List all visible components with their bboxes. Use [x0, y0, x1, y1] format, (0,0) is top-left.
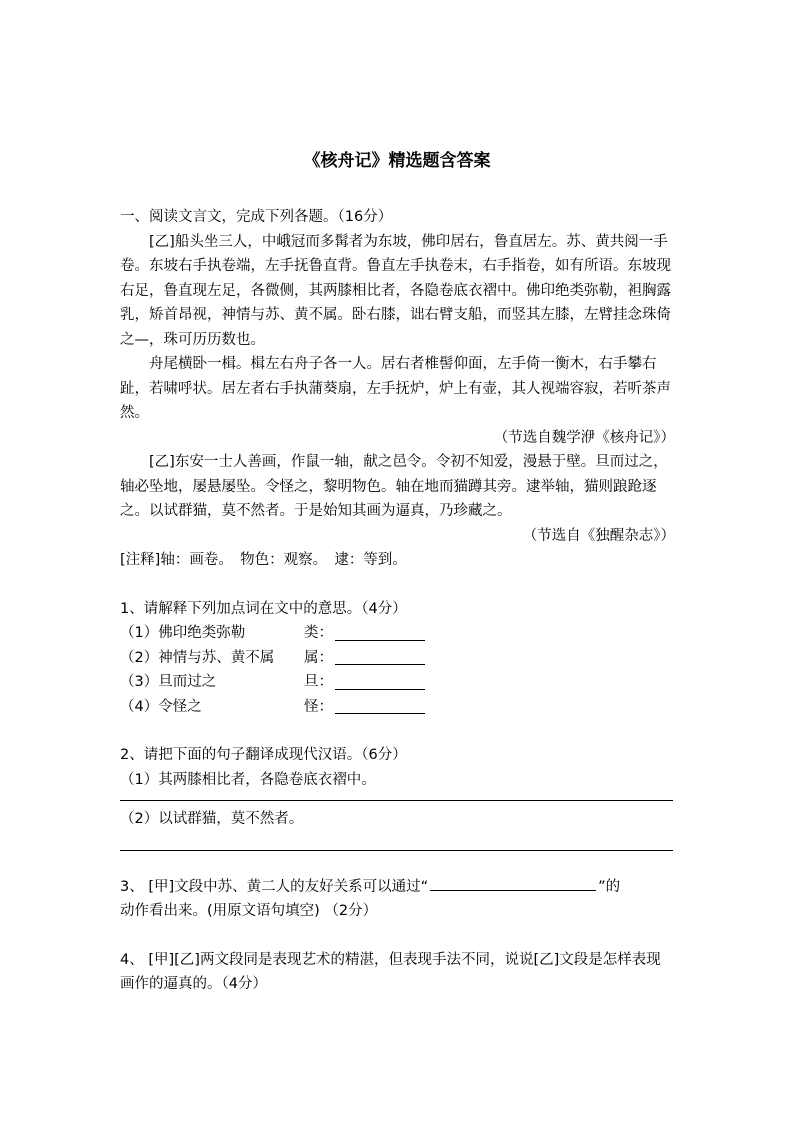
question-3-line-2: 动作看出来。(用原文语句填空) （2分）: [120, 903, 378, 919]
item-word: 旦：: [304, 674, 333, 690]
answer-blank[interactable]: [430, 876, 596, 891]
item-word: 类：: [304, 625, 333, 641]
question-3-text-before: 3、 [甲]文段中苏、黄二人的友好关系可以通过“: [120, 878, 429, 895]
question-1-item: [120, 646, 675, 671]
section-heading: 一、阅读文言文，完成下列各题。（16分）: [120, 209, 393, 225]
answer-blank[interactable]: [335, 699, 425, 714]
answer-line[interactable]: [120, 792, 673, 801]
document-body: [120, 205, 675, 997]
item-sentence: （4）令怪之: [120, 698, 202, 715]
passage-jia-paragraph-1: [乙]船头坐三人，中峨冠而多髯者为东坡，佛印居右，鲁直居左。苏、黄共阅一手卷。东坡右手执卷端，左手抚鲁直背。鲁直左手执卷末，右手指卷，如有所语。东坡现右足，鲁直现左足，各微侧，其两膝相比者，各隐卷底衣褶中。佛印绝类弥勒，袒胸露乳，矫首昂视，神情与苏、黄不属。卧右膝，诎右臂支船，而竖其左膝，左臂挂念珠倚之—，珠可历历数也。: [120, 233, 671, 348]
answer-blank[interactable]: [335, 626, 425, 641]
question-1-item: [120, 670, 675, 695]
answer-blank[interactable]: [335, 650, 425, 665]
annotation-note: [注释]轴：画卷。 物色：观察。 逮：等到。: [120, 552, 407, 568]
passage-jia-paragraph-2: 舟尾横卧一楫。楫左右舟子各一人。居右者椎髻仰面，左手倚一衡木，右手攀右趾，若啸呼状。居左者右手执蒲葵扇，左手抚炉，炉上有壶，其人视端容寂，若听茶声然。: [120, 356, 671, 421]
question-2-sentence-2: （2）以试群猫，莫不然者。: [120, 811, 304, 827]
item-sentence: （1）佛印绝类弥勒: [120, 625, 246, 641]
item-word: 怪：: [304, 698, 333, 715]
item-word: 属：: [304, 649, 333, 666]
question-3-text-after: ”的: [598, 878, 621, 895]
question-2-stem: 2、请把下面的句子翻译成现代汉语。（6分）: [120, 747, 407, 763]
answer-line[interactable]: [120, 832, 673, 851]
question-3: [120, 875, 675, 900]
item-sentence: （3）旦而过之: [120, 674, 217, 690]
question-1-item: [120, 695, 675, 720]
question-1-stem: 1、请解释下列加点词在文中的意思。（4分）: [120, 600, 407, 617]
item-sentence: （2）神情与苏、黄不属: [120, 649, 275, 666]
question-4: 4、 [甲][乙]两文段同是表现艺术的精湛，但表现手法不同，说说[乙]文段是怎样表现画作的逼真的。（4分）: [120, 951, 661, 992]
page-title: 《核舟记》精选题含答案: [303, 151, 491, 171]
passage-yi-paragraph: [乙]东安一士人善画，作鼠一轴，献之邑令。令初不知爱，漫悬于壁。旦而过之，轴必坠地，屡悬屡坠。令怪之，黎明物色。轴在地而猫蹲其旁。逮举轴，猫则踉跄逐之。以试群猫，莫不然者。于是始知其画为逼真，乃珍藏之。: [120, 454, 668, 519]
answer-blank[interactable]: [335, 675, 425, 690]
question-1-item: [120, 621, 675, 646]
passage-yi-source: （节选自《独醒杂志》）: [522, 527, 675, 544]
passage-jia-source: （节选自魏学洢《核舟记》）: [493, 429, 675, 446]
question-2-sentence-1: （1）其两膝相比者，各隐卷底衣褶中。: [120, 771, 376, 788]
